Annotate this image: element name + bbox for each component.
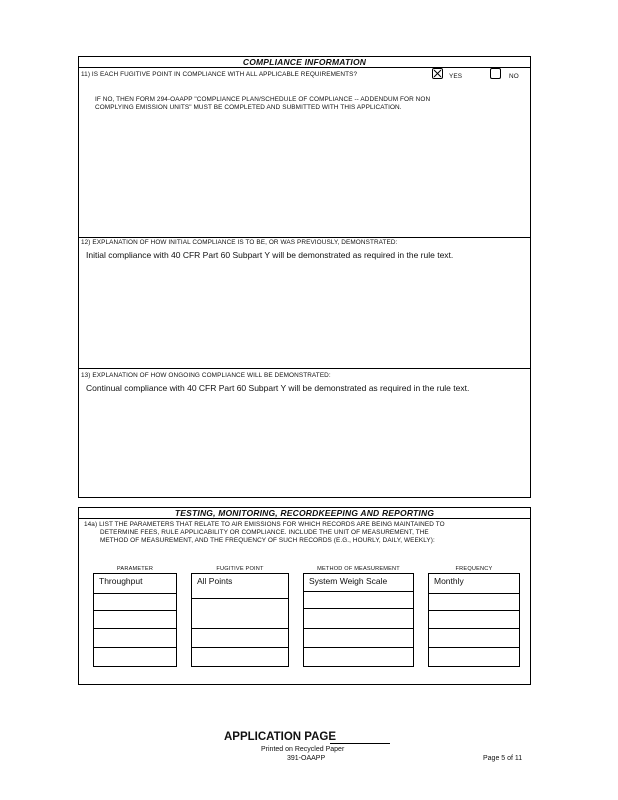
testing-header: TESTING, MONITORING, RECORDKEEPING AND REPORTING — [174, 508, 435, 518]
q11-label: 11) IS EACH FUGITIVE POINT IN COMPLIANCE WITH ALL APPLICABLE REQUIREMENTS? — [81, 71, 358, 78]
parameter-column — [93, 573, 177, 667]
col-head-fugitive-point: FUGITIVE POINT — [216, 566, 264, 572]
col-head-parameter: PARAMETER — [116, 566, 154, 572]
table-cell-fugitive-point[interactable]: All Points — [197, 576, 233, 586]
table-cell-parameter[interactable]: Throughput — [99, 576, 143, 586]
q13-label: 13) EXPLANATION OF HOW ONGOING COMPLIANCE WILL BE DEMONSTRATED: — [81, 372, 331, 379]
q14a-line1: 14a) LIST THE PARAMETERS THAT RELATE TO AIR EMISSIONS FOR WHICH RECORDS ARE BEING MAINTAINED TO — [84, 521, 445, 528]
table-cell-frequency[interactable]: Monthly — [434, 576, 464, 586]
col-head-frequency: FREQUENCY — [455, 566, 493, 572]
yes-checkbox[interactable] — [432, 68, 443, 79]
q12-answer[interactable]: Initial compliance with 40 CFR Part 60 Subpart Y will be demonstrated as required in the rule text. — [86, 250, 454, 260]
q13-answer[interactable]: Continual compliance with 40 CFR Part 60 Subpart Y will be demonstrated as required in the rule text. — [86, 383, 470, 393]
q14a-line3: METHOD OF MEASUREMENT, AND THE FREQUENCY OF SUCH RECORDS (E.G., HOURLY, DAILY, WEEKLY): — [100, 537, 435, 544]
q11-note-line2: COMPLYING EMISSION UNITS" MUST BE COMPLETED AND SUBMITTED WITH THIS APPLICATION. — [95, 104, 402, 111]
method-column — [303, 573, 414, 667]
page-number-blank[interactable] — [330, 743, 390, 744]
frequency-column — [428, 573, 520, 667]
q12-label: 12) EXPLANATION OF HOW INITIAL COMPLIANCE IS TO BE, OR WAS PREVIOUSLY, DEMONSTRATED: — [81, 239, 398, 246]
page-count: Page 5 of 11 — [483, 755, 523, 762]
check-x-icon — [433, 69, 442, 78]
form-number: 391-OAAPP — [287, 755, 326, 762]
no-label: NO — [509, 73, 519, 80]
compliance-section — [78, 56, 531, 498]
q14a-line2: DETERMINE FEES, RULE APPLICABILITY OR COMPLIANCE. INCLUDE THE UNIT OF MEASUREMENT, THE — [100, 529, 429, 536]
col-head-method: METHOD OF MEASUREMENT — [317, 566, 400, 572]
fugitive-point-column — [191, 573, 289, 667]
table-cell-method[interactable]: System Weigh Scale — [309, 576, 388, 586]
yes-label: YES — [449, 73, 463, 80]
compliance-header: COMPLIANCE INFORMATION — [242, 57, 367, 67]
q11-note-line1: IF NO, THEN FORM 294-OAAPP "COMPLIANCE PLAN/SCHEDULE OF COMPLIANCE -- ADDENDUM FOR NON — [95, 96, 431, 103]
no-checkbox[interactable] — [490, 68, 501, 79]
printed-on-recycled: Printed on Recycled Paper — [261, 746, 345, 753]
application-page-label: APPLICATION PAGE — [224, 731, 337, 743]
